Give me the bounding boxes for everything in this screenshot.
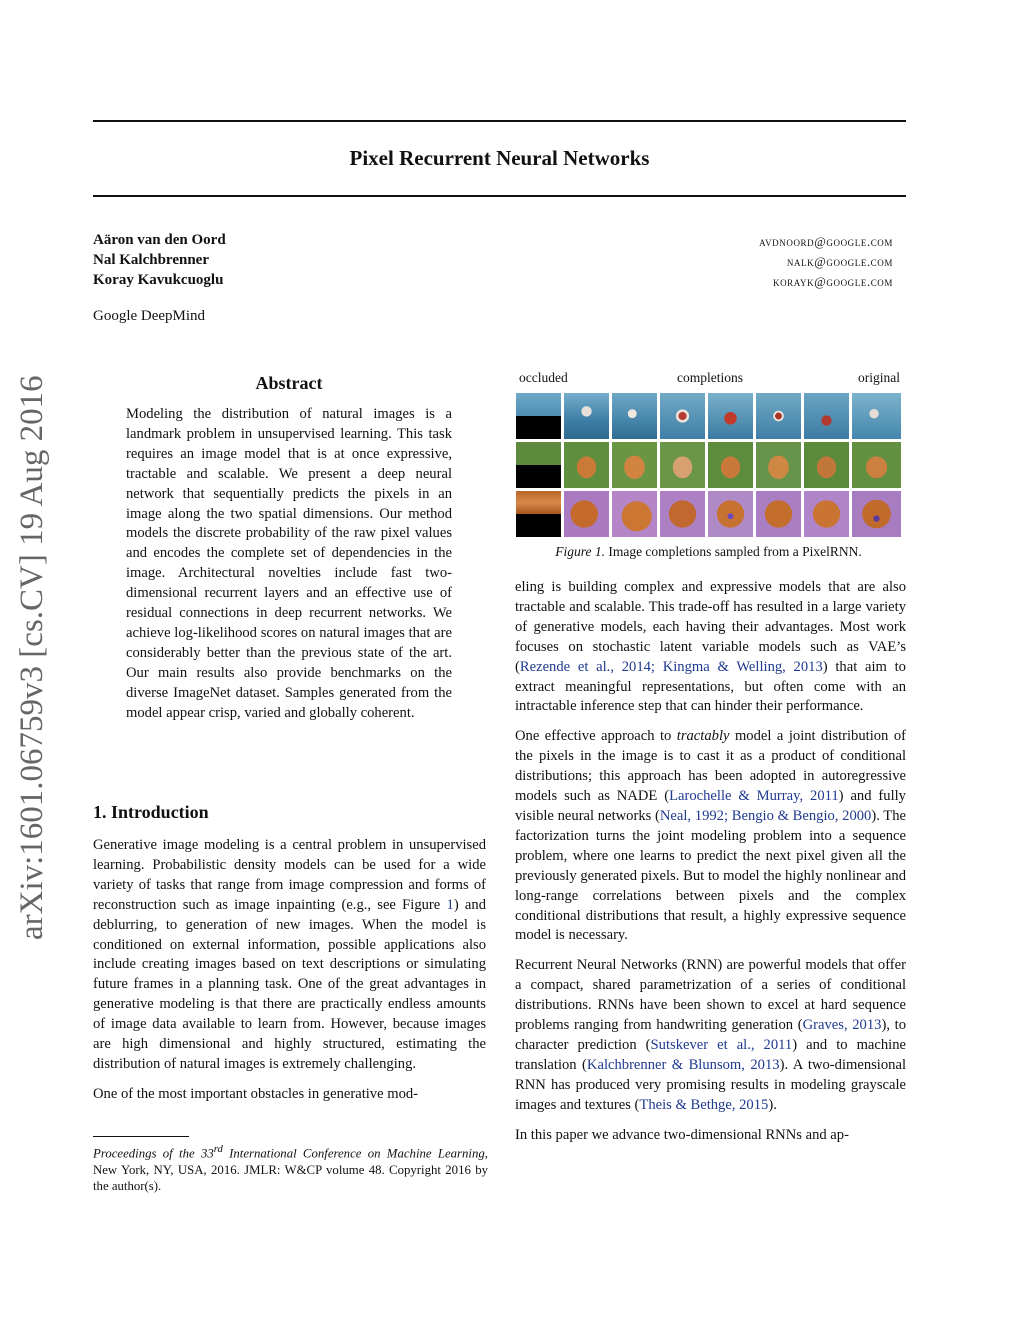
footnote-rule: [93, 1136, 189, 1137]
figure-ref-link[interactable]: 1: [446, 896, 454, 913]
text-run: ).: [768, 1096, 777, 1113]
completion-image: [804, 491, 849, 537]
text-run: Generative image modeling is a central problem in unsupervised learning. Probabilistic density models can be used for a wide variety of tasks that range from image compression and forms of reconstruction such as image inpainting (e.g., see Figure: [93, 837, 486, 913]
completion-image: [660, 442, 705, 488]
completion-image: [564, 393, 609, 439]
completion-image: [564, 442, 609, 488]
paragraph: [515, 578, 906, 717]
completion-image: [564, 491, 609, 537]
paragraph: One of the most important obstacles in generative mod-: [93, 1085, 419, 1102]
abstract-text: Modeling the distribution of natural images is a landmark problem in unsupervised learning. This task requires an image model that is at once expressive, tractable and scalable. We present a deep neural network that sequentially predicts the pixels in an image along the two spatial dimensions. Our method models the discrete probability of the raw pixel values and encodes the complete set of dependencies in the image. Architectural novelties include fast two-dimensional recurrent layers and an effective use of residual connections in deep recurrent networks. We achieve log-likelihood scores on natural images that are considerably better than the previous state of the art. Our main results also provide benchmarks on the diverse ImageNet dataset. Samples generated from the model appear crisp, varied and globally coherent.: [126, 406, 452, 721]
completion-image: [612, 491, 657, 537]
occluded-image: [516, 442, 561, 488]
title-rule: [93, 195, 906, 197]
text-run: ) and deblurring, to generation of new images. When the model is conditioned on external information, possible applications also include creating images based on text descriptions or simulating future frames in a planning task. One of the great advantages in generative modeling is that there are practically endless amounts of image data available to learn from. However, because images are high dimensional and highly structured, estimating the distribution of natural images is extremely challenging.: [93, 896, 486, 1072]
paper-title: Pixel Recurrent Neural Networks: [349, 146, 650, 170]
affiliation: Google DeepMind: [93, 308, 206, 324]
original-image: [852, 442, 901, 488]
text-run: eling is building complex and expressive models that are also tractable and scalable. This trade-off has resulted in a large variety of generative models, each having their advantages. Most work focuses on stochastic latent variable models such as VAE’s (: [515, 579, 906, 675]
completion-image: [756, 491, 801, 537]
completion-image: [756, 442, 801, 488]
paragraph: [93, 836, 486, 1075]
completion-image: [708, 393, 753, 439]
author-list: [93, 230, 226, 290]
text-run: ). The factorization turns the joint modeling problem into a sequence problem, where one learns to predict the next pixel given all the previously generated pixels. But to model the highly nonlinear and long-range correlations between pixels and the complex conditional distributions that result, a highly expressive sequence model is necessary.: [515, 807, 907, 944]
text-run: 33: [200, 1146, 214, 1161]
author-email: nalk@google.com: [786, 255, 893, 269]
citation-link[interactable]: Theis & Bethge, 2015: [639, 1096, 769, 1113]
completion-image: [660, 491, 705, 537]
text-run: Proceedings of the: [93, 1146, 201, 1161]
citation-link[interactable]: Sutskever et al., 2011: [650, 1036, 793, 1053]
completion-image: [756, 393, 801, 439]
label-completions: completions: [677, 370, 743, 385]
text-run: ) and to machine translation (: [515, 1036, 906, 1073]
abstract-heading: Abstract: [255, 373, 323, 393]
figure-column-labels: [517, 370, 900, 390]
author-name: Nal Kalchbrenner: [93, 252, 209, 268]
completion-image-grid: [516, 393, 901, 538]
text-run: Recurrent Neural Networks (RNN) are powerful models that offer a compact, shared parametrization of a series of conditional distributions. RNNs have been shown to excel at hard sequence problems ranging from handwriting generation (: [515, 957, 906, 1034]
author-name: Aäron van den Oord: [93, 232, 226, 248]
text-run: One effective approach to: [515, 728, 677, 745]
top-rule: [93, 120, 906, 122]
text-run: model a joint distribution of the pixels in the image is to cast it as a product of conditional distributions; this approach has been adopted in autoregressive models such as NADE (: [515, 728, 906, 805]
section-heading: 1. Introduction: [93, 802, 209, 822]
text-run: ) and fully visible neural networks (: [515, 788, 906, 824]
caption-label: Figure 1.: [555, 544, 605, 559]
completion-image: [708, 491, 753, 537]
citation-link[interactable]: Graves, 2013: [802, 1017, 882, 1034]
citation-link[interactable]: Rezende et al., 2014; Kingma & Welling, 2013: [519, 658, 823, 675]
completion-image: [708, 442, 753, 488]
original-image: [852, 491, 901, 537]
completion-image: [804, 393, 849, 439]
author-name: Koray Kavukcuoglu: [93, 272, 224, 288]
completion-image: [804, 442, 849, 488]
occluded-image: [516, 393, 561, 439]
footnote: [93, 1142, 488, 1194]
arxiv-stamp: arXiv:1601.06759v3 [cs.CV] 19 Aug 2016: [14, 375, 50, 940]
text-run: International Conference on Machine Learning: [222, 1146, 485, 1161]
citation-link[interactable]: Larochelle & Murray, 2011: [669, 788, 839, 805]
text-run: ), to character prediction (: [515, 1017, 906, 1053]
label-occluded: occluded: [519, 370, 568, 385]
right-column: [515, 578, 906, 1155]
text-run: rd: [213, 1144, 223, 1155]
intro-column: [93, 836, 486, 1115]
text-run: , New York, NY, USA, 2016. JMLR: W&CP volume 48. Copyright 2016 by the author(s).: [93, 1146, 488, 1194]
occluded-image: [516, 491, 561, 537]
text-run: ) that aim to extract meaningful representations, but often come with an intractable inference step that can hinder their performance.: [515, 658, 906, 715]
completion-image: [612, 393, 657, 439]
author-email: korayk@google.com: [772, 275, 893, 289]
original-image: [852, 393, 901, 439]
paragraph: In this paper we advance two-dimensional RNNs and ap-: [515, 1126, 849, 1143]
paragraph: [515, 956, 906, 1115]
author-email: avdnoord@google.com: [759, 235, 893, 249]
completion-image: [612, 442, 657, 488]
citation-link[interactable]: Neal, 1992; Bengio & Bengio, 2000: [659, 807, 872, 824]
citation-link[interactable]: Kalchbrenner & Blunsom, 2013: [586, 1056, 780, 1073]
text-run: ). A two-dimensional RNN has produced very promising results in modeling grayscale images and textures (: [515, 1056, 906, 1113]
email-list: [759, 232, 893, 292]
paragraph: [515, 727, 906, 946]
figure-caption: [516, 544, 901, 560]
label-original: original: [858, 370, 900, 385]
caption-text: Image completions sampled from a PixelRNN.: [608, 544, 862, 559]
emphasis: tractably: [676, 728, 730, 745]
completion-image: [660, 393, 705, 439]
